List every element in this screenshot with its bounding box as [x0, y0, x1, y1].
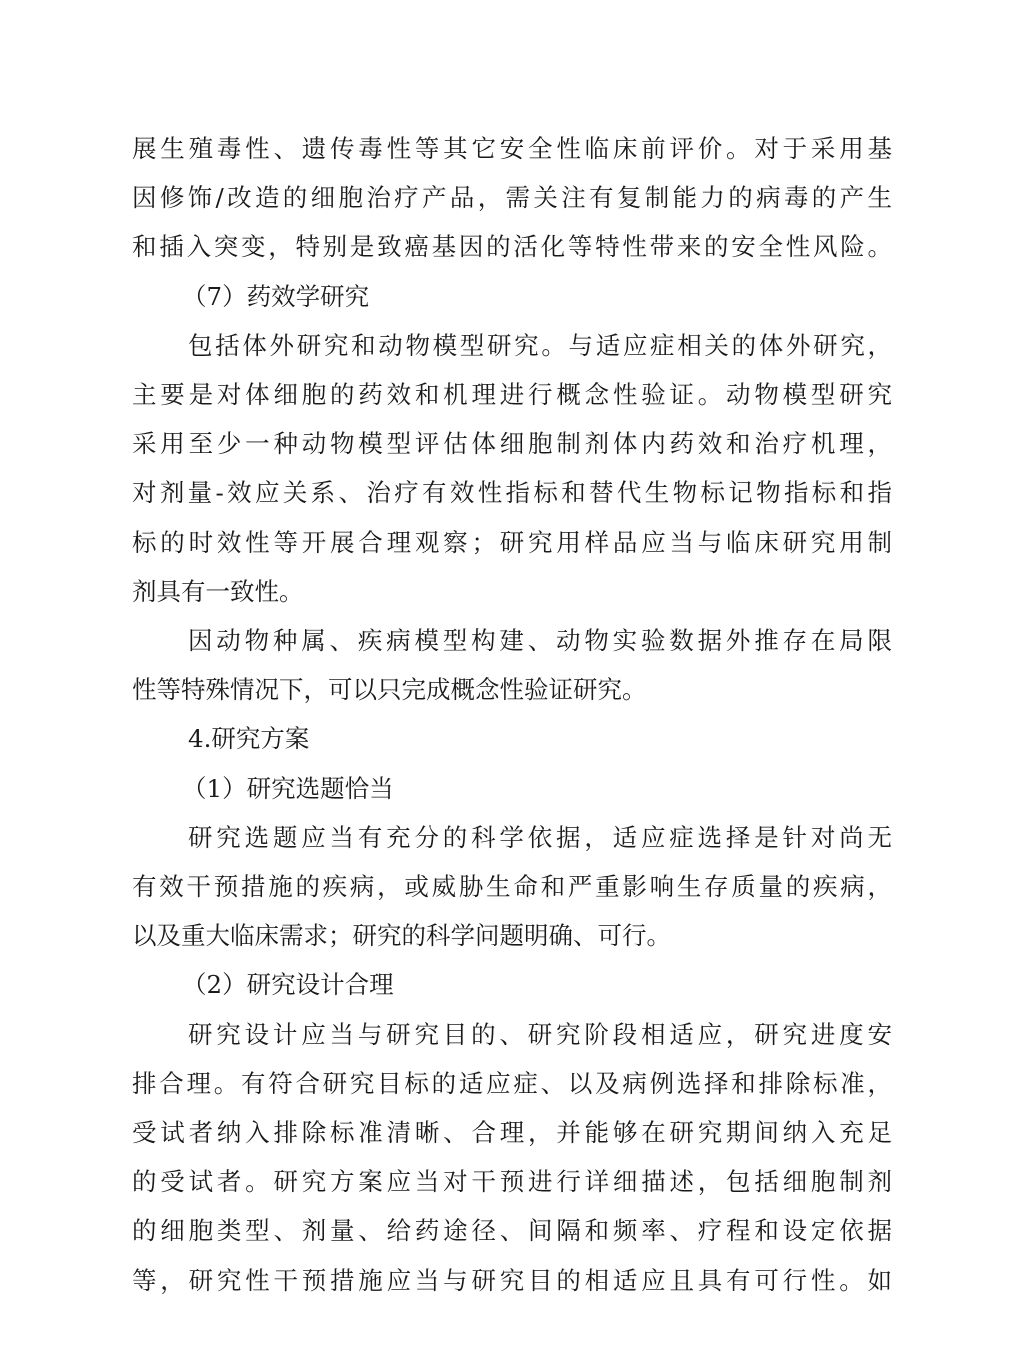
text-line: 和插入突变，特别是致癌基因的活化等特性带来的安全性风险。	[132, 232, 892, 262]
paragraph-start: 研究选题应当有充分的科学依据，适应症选择是针对尚无	[188, 822, 892, 852]
text-line: 受试者纳入排除标准清晰、合理，并能够在研究期间纳入充足	[132, 1118, 892, 1148]
section-heading-2: （2）研究设计合理	[182, 970, 394, 1000]
section-heading-1: （1）研究选题恰当	[182, 773, 394, 803]
paragraph-start: 研究设计应当与研究目的、研究阶段相适应，研究进度安	[188, 1019, 892, 1049]
text-line: 的受试者。研究方案应当对干预进行详细描述，包括细胞制剂	[132, 1167, 892, 1197]
text-line: 标的时效性等开展合理观察；研究用样品应当与临床研究用制	[132, 527, 892, 557]
paragraph-end: 以及重大临床需求；研究的科学问题明确、可行。	[132, 921, 671, 951]
text-line: 展生殖毒性、遗传毒性等其它安全性临床前评价。对于采用基	[132, 134, 892, 163]
text-line: 主要是对体细胞的药效和机理进行概念性验证。动物模型研究	[132, 380, 892, 410]
paragraph-start: 包括体外研究和动物模型研究。与适应症相关的体外研究，	[188, 330, 892, 360]
text-line: 排合理。有符合研究目标的适应症、以及病例选择和排除标准，	[132, 1068, 892, 1098]
section-heading-7: （7）药效学研究	[182, 281, 370, 311]
text-line: 的细胞类型、剂量、给药途径、间隔和频率、疗程和设定依据	[132, 1216, 892, 1246]
text-line: 等，研究性干预措施应当与研究目的相适应且具有可行性。如	[132, 1265, 892, 1295]
paragraph-start: 因动物种属、疾病模型构建、动物实验数据外推存在局限	[188, 626, 892, 656]
text-line: 对剂量-效应关系、治疗有效性指标和替代生物标记物指标和指	[132, 478, 892, 508]
paragraph-end: 剂具有一致性。	[132, 576, 304, 606]
paragraph-end: 性等特殊情况下，可以只完成概念性验证研究。	[132, 675, 647, 705]
document-page	[132, 124, 892, 1305]
text-line: 采用至少一种动物模型评估体细胞制剂体内药效和治疗机理，	[132, 429, 892, 459]
text-line: 因修饰/改造的细胞治疗产品，需关注有复制能力的病毒的产生	[132, 183, 892, 213]
section-heading-4: 4.研究方案	[188, 724, 310, 754]
text-line: 有效干预措施的疾病，或威胁生命和严重影响生存质量的疾病，	[132, 872, 892, 902]
